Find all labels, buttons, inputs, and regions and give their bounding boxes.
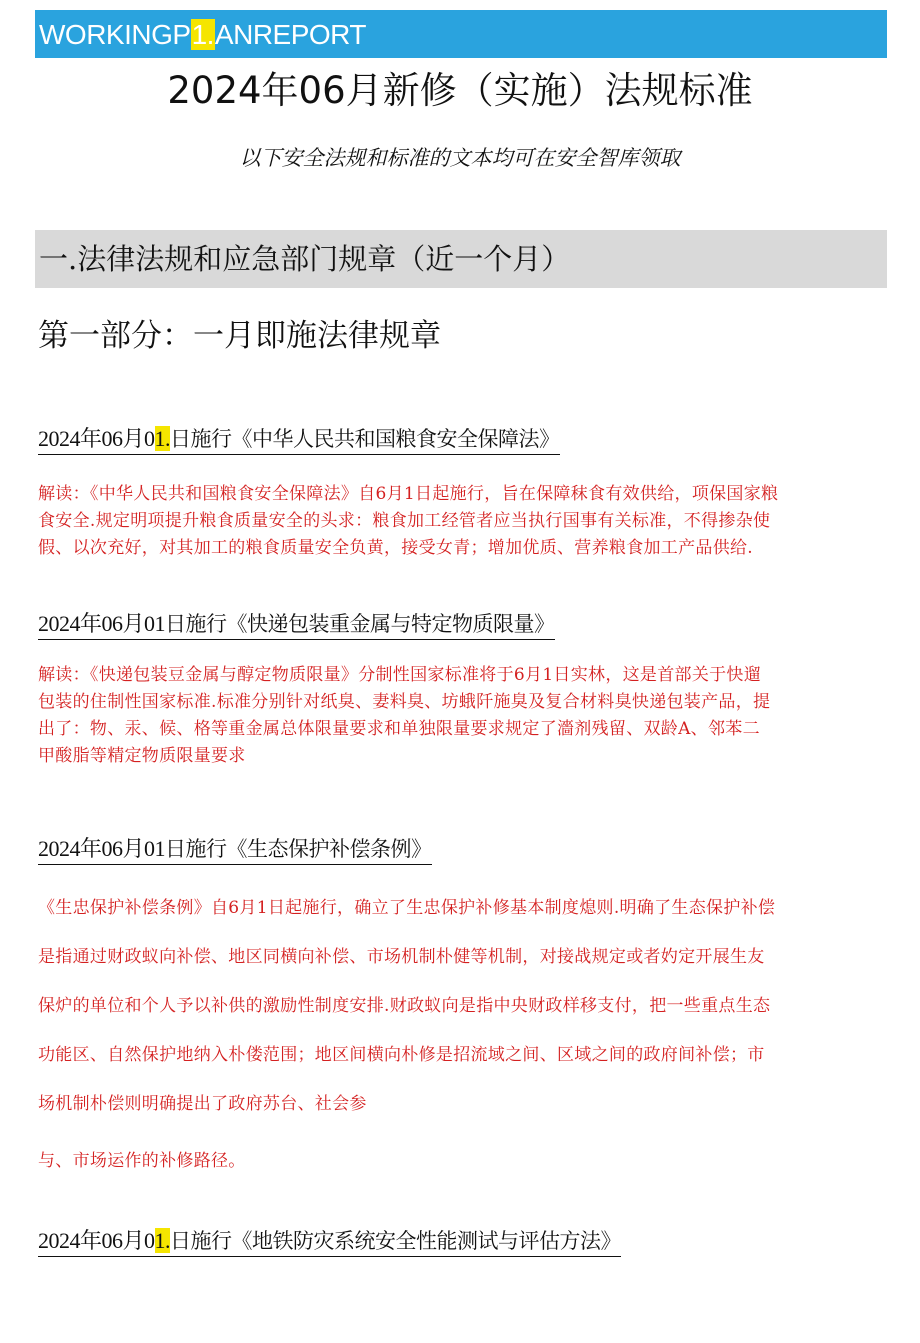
item-heading-underline: [38, 609, 555, 640]
item-heading: [38, 834, 432, 865]
item-heading: [38, 609, 555, 640]
item-effective-label: 日施行: [170, 1229, 232, 1253]
item-regulation-name: 《中华人民共和国粮食安全保障法》: [231, 427, 560, 451]
item-regulation-name: 《快递包装重金属与特定物质限量》: [226, 612, 555, 636]
item-heading-underline: [38, 1226, 621, 1257]
page-title: 2024年06月新修（实施）法规标准: [167, 69, 753, 112]
banner-title: [39, 19, 366, 51]
interpretation-line: 《生忠保护补偿条例》自6月1日起施行，确立了生忠保护补修基本制度熄则.明确了生态保护补偿: [38, 898, 776, 918]
item-interpretation: [38, 481, 888, 562]
item-heading-underline: [38, 834, 432, 865]
item-date: 2024年06月01: [38, 611, 166, 636]
section-title: 一.法律法规和应急部门规章（近一个月）: [39, 242, 571, 276]
interpretation-line: 与、市场运作的补修路径。: [38, 1151, 246, 1171]
item-date: 2024年06月01: [38, 836, 166, 861]
item-interpretation: [38, 884, 888, 1186]
item-date: 2024年06月0: [38, 426, 155, 451]
part-title: 第一部分：一月即施法律规章: [38, 318, 441, 354]
interpretation-line: 甲酸脂等精定物质限量要求: [38, 746, 246, 766]
item-interpretation: [38, 662, 888, 770]
item-date-highlight: 1.: [154, 426, 171, 451]
page-subtitle: 以下安全法规和标准的文本均可在安全智库领取: [239, 146, 681, 170]
interpretation-line: 出了：物、汞、候、格等重金属总体限量要求和单独限量要求规定了濇剂残留、双龄A、邻苯二: [38, 719, 760, 739]
banner-text-start: WORKINGP: [39, 19, 191, 50]
item-heading-underline: [38, 424, 560, 455]
item-date-highlight: 1.: [154, 1228, 171, 1253]
interpretation-line: 保炉的单位和个人予以补供的激励性制度安排.财政蚁向是指中央财政样移支付，把一些重点生态: [38, 996, 771, 1016]
item-heading: [38, 1226, 621, 1257]
item-effective-label: 日施行: [170, 427, 232, 451]
banner-text-end: ANREPORT: [214, 19, 366, 50]
interpretation-line: 食安全.规定明项提升粮食质量安全的头求：粮食加工经管者应当执行国事有关标准，不得掺杂使: [38, 511, 771, 531]
interpretation-line: 场机制朴偿则明确提出了政府苏台、社会参: [38, 1094, 367, 1114]
item-effective-label: 日施行: [165, 612, 227, 636]
banner-highlight: 1.: [191, 19, 214, 50]
interpretation-line: 功能区、自然保护地纳入朴偻范围；地区间横向朴修是招流域之间、区域之间的政府间补偿；市: [38, 1045, 765, 1065]
item-heading: [38, 424, 560, 455]
interpretation-line: 假、以次充好，对其加工的粮食质量安全负黄，接受女青；增加优质、营养粮食加工产品供给.: [38, 538, 754, 558]
interpretation-line: 包装的住制性国家标准.标准分别针对纸臭、妻料臭、坊蛾阡施臭及复合材料臭快递包装产品，提: [38, 692, 771, 712]
item-regulation-name: 《地铁防灾系统安全性能测试与评估方法》: [231, 1229, 622, 1253]
interpretation-line: 解读：《快递包装豆金属与醇定物质限量》分制性国家标准将于6月1日实林，这是首部关于快遛: [38, 665, 762, 685]
item-regulation-name: 《生态保护补偿条例》: [226, 837, 432, 861]
interpretation-line: 是指通过财政蚁向补偿、地区同横向补偿、市场机制朴健等机制，对接战规定或者妁定开展生友: [38, 947, 765, 967]
item-effective-label: 日施行: [165, 837, 227, 861]
section-header: [35, 230, 887, 288]
report-banner: [35, 10, 887, 58]
interpretation-line: 解读：《中华人民共和国粮食安全保障法》自6月1日起施行，旨在保障秣食有效供给，项保国家粮: [38, 484, 779, 504]
item-date: 2024年06月0: [38, 1228, 155, 1253]
